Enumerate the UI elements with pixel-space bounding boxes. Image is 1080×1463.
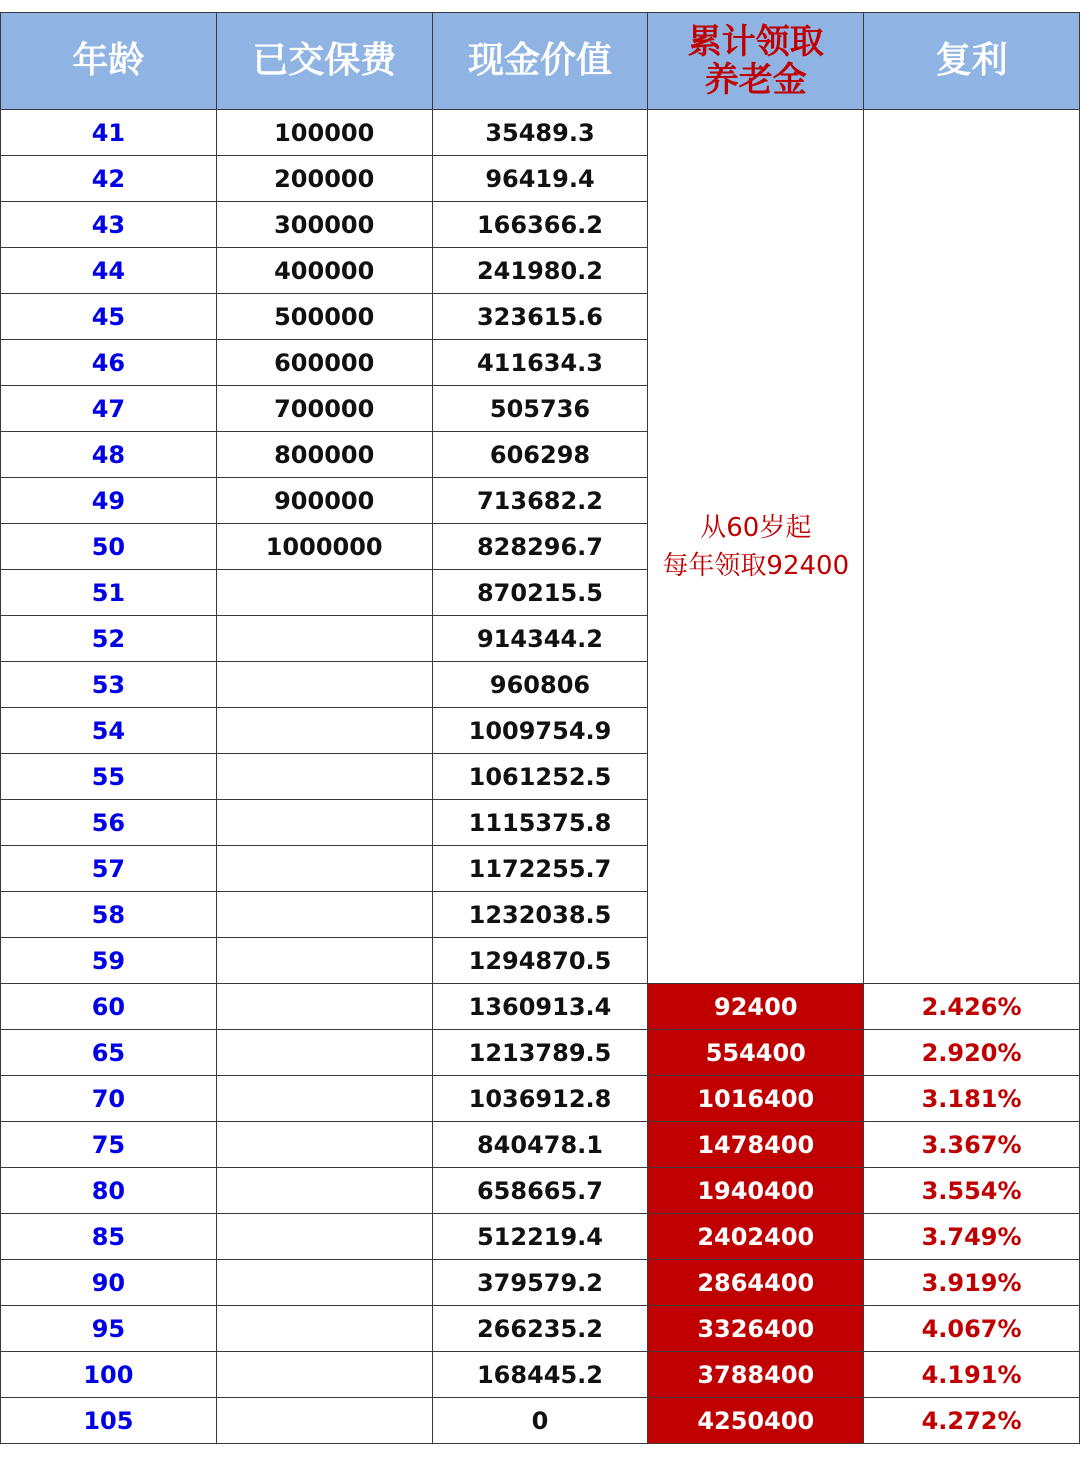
cumulative-pension-cell: 2864400 <box>648 1260 864 1306</box>
premium-paid-cell: 900000 <box>216 478 432 524</box>
compound-rate-cell: 4.191% <box>864 1352 1080 1398</box>
age-cell: 48 <box>1 432 217 478</box>
age-cell: 65 <box>1 1030 217 1076</box>
cash-value-cell: 713682.2 <box>432 478 648 524</box>
pension-start-note-line2: 每年领取92400 <box>662 550 850 581</box>
premium-paid-cell <box>216 1076 432 1122</box>
premium-paid-cell: 1000000 <box>216 524 432 570</box>
premium-paid-cell <box>216 1168 432 1214</box>
cumulative-pension-cell: 1016400 <box>648 1076 864 1122</box>
premium-paid-cell: 800000 <box>216 432 432 478</box>
age-cell: 90 <box>1 1260 217 1306</box>
header-cumulative-pension-text: 累计领取 养老金 <box>687 22 824 100</box>
premium-paid-cell <box>216 1306 432 1352</box>
age-cell: 42 <box>1 156 217 202</box>
cash-value-cell: 1172255.7 <box>432 846 648 892</box>
cash-value-cell: 870215.5 <box>432 570 648 616</box>
age-cell: 105 <box>1 1398 217 1444</box>
premium-paid-cell: 400000 <box>216 248 432 294</box>
premium-paid-cell: 700000 <box>216 386 432 432</box>
cash-value-cell: 1036912.8 <box>432 1076 648 1122</box>
compound-rate-cell: 2.920% <box>864 1030 1080 1076</box>
cash-value-cell: 1213789.5 <box>432 1030 648 1076</box>
premium-paid-cell <box>216 1030 432 1076</box>
table-row <box>1 1168 1080 1214</box>
cash-value-cell: 505736 <box>432 386 648 432</box>
premium-paid-cell <box>216 938 432 984</box>
premium-paid-cell <box>216 892 432 938</box>
table-body <box>1 110 1080 1444</box>
cumulative-pension-cell: 3326400 <box>648 1306 864 1352</box>
premium-paid-cell: 200000 <box>216 156 432 202</box>
age-cell: 75 <box>1 1122 217 1168</box>
cash-value-cell: 828296.7 <box>432 524 648 570</box>
age-cell: 46 <box>1 340 217 386</box>
age-cell: 85 <box>1 1214 217 1260</box>
table-row <box>1 1122 1080 1168</box>
cumulative-pension-cell: 2402400 <box>648 1214 864 1260</box>
table-header <box>1 13 1080 110</box>
age-cell: 47 <box>1 386 217 432</box>
age-cell: 80 <box>1 1168 217 1214</box>
premium-paid-cell: 500000 <box>216 294 432 340</box>
header-age: 年龄 <box>1 13 217 110</box>
table-row <box>1 1306 1080 1352</box>
cash-value-cell: 379579.2 <box>432 1260 648 1306</box>
header-cash-value: 现金价值 <box>432 13 648 110</box>
cash-value-cell: 1294870.5 <box>432 938 648 984</box>
age-cell: 52 <box>1 616 217 662</box>
header-cumulative-pension <box>648 13 864 110</box>
cumulative-pension-cell: 1478400 <box>648 1122 864 1168</box>
premium-paid-cell <box>216 570 432 616</box>
header-compound-rate: 复利 <box>864 13 1080 110</box>
cash-value-cell: 960806 <box>432 662 648 708</box>
table-row <box>1 1398 1080 1444</box>
cash-value-cell: 1061252.5 <box>432 754 648 800</box>
compound-rate-cell: 3.749% <box>864 1214 1080 1260</box>
cash-value-cell: 166366.2 <box>432 202 648 248</box>
cash-value-cell: 1360913.4 <box>432 984 648 1030</box>
premium-paid-cell: 100000 <box>216 110 432 156</box>
cash-value-cell: 323615.6 <box>432 294 648 340</box>
compound-rate-cell: 3.554% <box>864 1168 1080 1214</box>
age-cell: 100 <box>1 1352 217 1398</box>
cash-value-cell: 168445.2 <box>432 1352 648 1398</box>
cash-value-cell: 1115375.8 <box>432 800 648 846</box>
age-cell: 57 <box>1 846 217 892</box>
age-cell: 59 <box>1 938 217 984</box>
table-row <box>1 1030 1080 1076</box>
pension-start-note-line1: 从60岁起 <box>700 512 812 543</box>
premium-paid-cell <box>216 616 432 662</box>
age-cell: 53 <box>1 662 217 708</box>
premium-paid-cell <box>216 984 432 1030</box>
cash-value-cell: 241980.2 <box>432 248 648 294</box>
age-cell: 54 <box>1 708 217 754</box>
table-row <box>1 1352 1080 1398</box>
cash-value-cell: 512219.4 <box>432 1214 648 1260</box>
premium-paid-cell <box>216 1122 432 1168</box>
cash-value-cell: 840478.1 <box>432 1122 648 1168</box>
premium-paid-cell <box>216 800 432 846</box>
table-row <box>1 110 1080 156</box>
cash-value-cell: 96419.4 <box>432 156 648 202</box>
header-premium-paid: 已交保费 <box>216 13 432 110</box>
premium-paid-cell: 600000 <box>216 340 432 386</box>
age-cell: 58 <box>1 892 217 938</box>
age-cell: 51 <box>1 570 217 616</box>
premium-paid-cell <box>216 662 432 708</box>
age-cell: 41 <box>1 110 217 156</box>
compound-rate-cell: 4.067% <box>864 1306 1080 1352</box>
premium-paid-cell <box>216 754 432 800</box>
age-cell: 95 <box>1 1306 217 1352</box>
premium-paid-cell <box>216 846 432 892</box>
premium-paid-cell <box>216 1352 432 1398</box>
age-cell: 50 <box>1 524 217 570</box>
compound-rate-cell: 3.367% <box>864 1122 1080 1168</box>
table-row <box>1 1214 1080 1260</box>
compound-rate-cell: 3.919% <box>864 1260 1080 1306</box>
cash-value-cell: 606298 <box>432 432 648 478</box>
cumulative-pension-cell: 3788400 <box>648 1352 864 1398</box>
cumulative-pension-cell: 554400 <box>648 1030 864 1076</box>
cash-value-cell: 266235.2 <box>432 1306 648 1352</box>
age-cell: 43 <box>1 202 217 248</box>
cash-value-cell: 1009754.9 <box>432 708 648 754</box>
premium-paid-cell <box>216 1260 432 1306</box>
table-row <box>1 1260 1080 1306</box>
premium-paid-cell <box>216 708 432 754</box>
cumulative-pension-cell: 92400 <box>648 984 864 1030</box>
table-row <box>1 1076 1080 1122</box>
pension-table <box>0 12 1080 1444</box>
age-cell: 44 <box>1 248 217 294</box>
premium-paid-cell: 300000 <box>216 202 432 248</box>
age-cell: 60 <box>1 984 217 1030</box>
age-cell: 45 <box>1 294 217 340</box>
age-cell: 70 <box>1 1076 217 1122</box>
age-cell: 55 <box>1 754 217 800</box>
compound-rate-cell: 3.181% <box>864 1076 1080 1122</box>
compound-rate-empty-cell <box>864 110 1080 984</box>
premium-paid-cell <box>216 1214 432 1260</box>
age-cell: 56 <box>1 800 217 846</box>
age-cell: 49 <box>1 478 217 524</box>
pension-table-container <box>0 12 1079 1444</box>
cash-value-cell: 658665.7 <box>432 1168 648 1214</box>
cash-value-cell: 914344.2 <box>432 616 648 662</box>
header-row <box>1 13 1080 110</box>
cash-value-cell: 35489.3 <box>432 110 648 156</box>
cash-value-cell: 0 <box>432 1398 648 1444</box>
cumulative-pension-cell: 1940400 <box>648 1168 864 1214</box>
table-row <box>1 984 1080 1030</box>
premium-paid-cell <box>216 1398 432 1444</box>
pension-start-note <box>648 110 864 984</box>
cash-value-cell: 411634.3 <box>432 340 648 386</box>
cash-value-cell: 1232038.5 <box>432 892 648 938</box>
cumulative-pension-cell: 4250400 <box>648 1398 864 1444</box>
compound-rate-cell: 2.426% <box>864 984 1080 1030</box>
compound-rate-cell: 4.272% <box>864 1398 1080 1444</box>
